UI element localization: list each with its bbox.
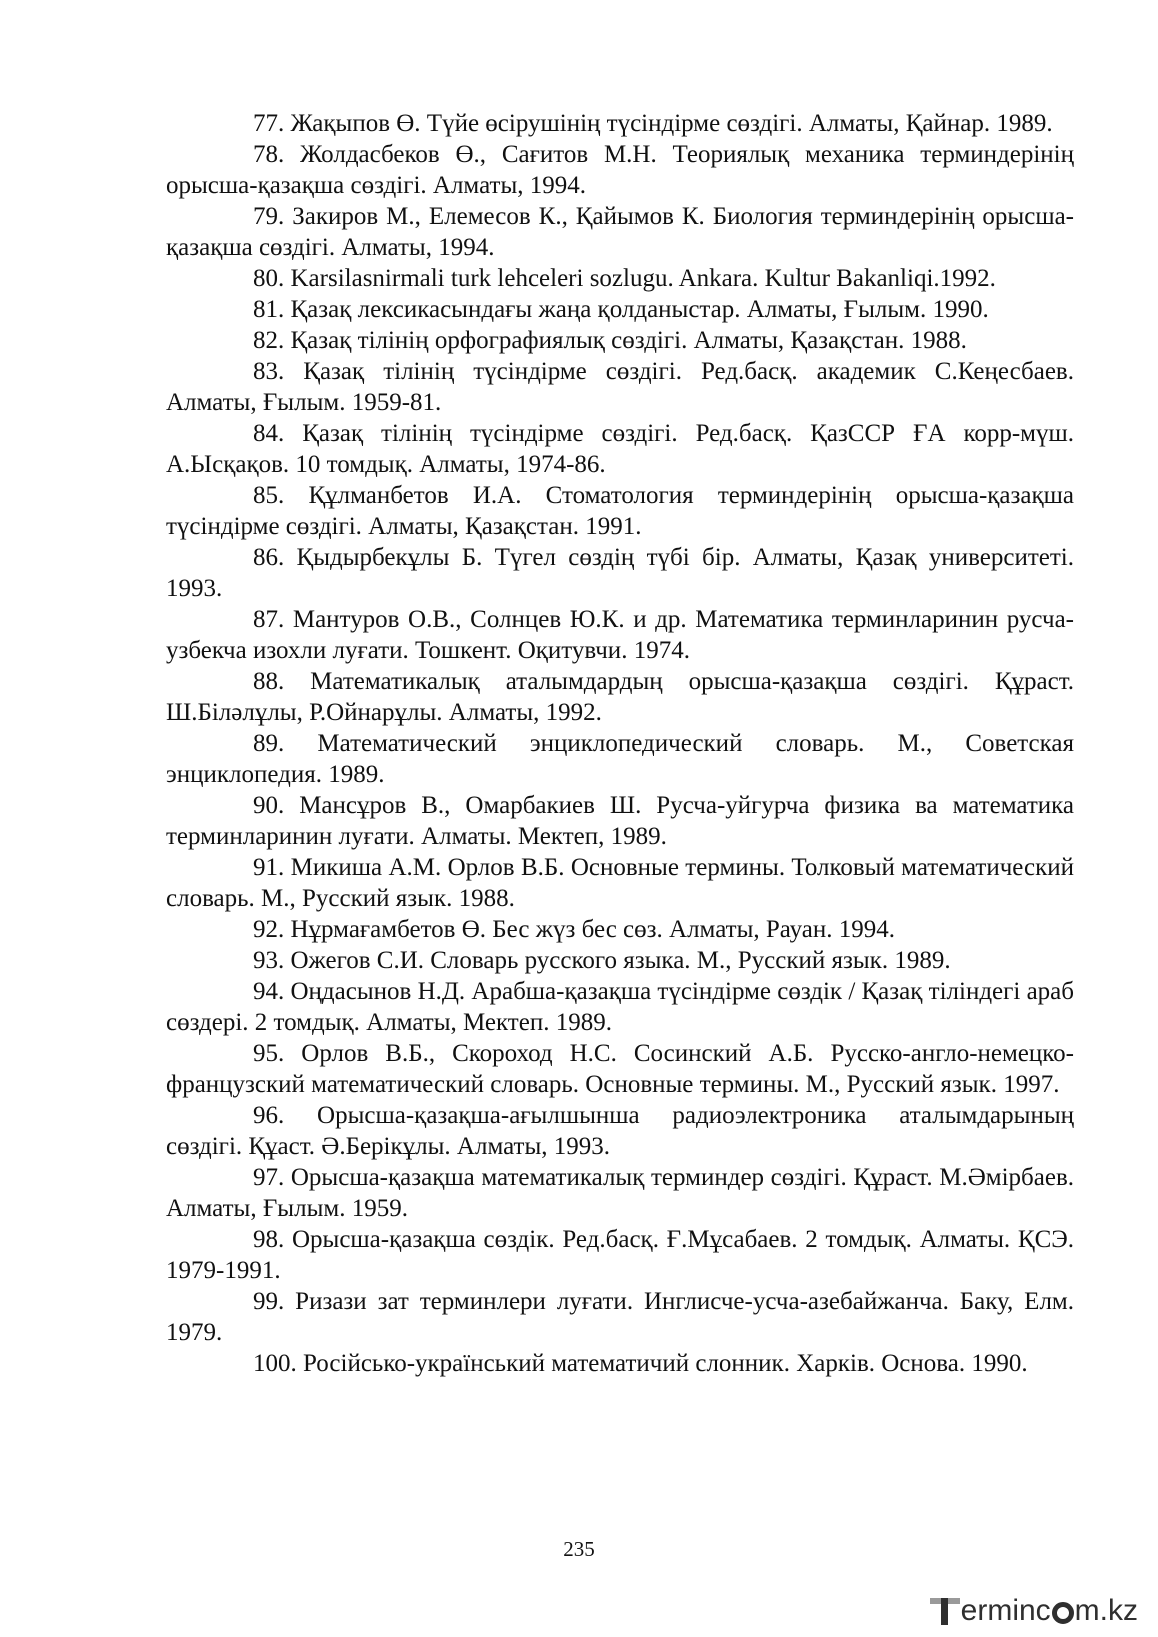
- bibliography-entry: 100. Російсько-український математичий слонник. Харків. Основа. 1990.: [253, 1350, 1028, 1377]
- watermark-text-end: m.kz: [1074, 1594, 1138, 1627]
- bibliography-entry: 86. Қыдырбекұлы Б. Түгел сөздің түбі бір. Алматы, Қазақ университеті. 1993.: [166, 544, 1074, 602]
- bibliography-entry: 96. Орысша-қазақша-ағылшынша радиоэлектроника аталымдарының сөздігі. Құаст. Ә.Берікұлы. Алматы, 1993.: [166, 1102, 1074, 1160]
- bibliography-entry: 91. Микиша А.М. Орлов В.Б. Основные термины. Толковый математический словарь. М., Русский язык. 1988.: [166, 854, 1074, 912]
- bibliography-entry: 87. Мантуров О.В., Солнцев Ю.К. и др. Математика терминларинин русча-узбекча изохли луғати. Тошкент. Оқитувчи. 1974.: [166, 606, 1074, 664]
- bibliography-entry: 92. Нұрмағамбетов Ө. Бес жүз бес сөз. Алматы, Рауан. 1994.: [253, 916, 896, 943]
- site-watermark: [930, 1592, 1138, 1630]
- watermark-text-mid: c: [1035, 1594, 1051, 1627]
- bibliography-entry: 79. Закиров М., Елемесов К., Қайымов К. Биология терминдерінің орысша-қазақша сөздігі. Алматы, 1994.: [166, 203, 1074, 261]
- bibliography-entry: 83. Қазақ тілінің түсіндірме сөздігі. Ред.басқ. академик С.Кеңесбаев. Алматы, Ғылым. 1959-81.: [166, 358, 1074, 416]
- bibliography-entry: 94. Оңдасынов Н.Д. Арабша-қазақша түсіндірме сөздік / Қазақ тіліндегі араб сөздері. 2 томдық. Алматы, Мектеп. 1989.: [166, 978, 1074, 1036]
- bibliography-entry: 99. Ризази зат терминлери луғати. Инглисче-усча-азебайжанча. Баку, Елм. 1979.: [166, 1288, 1074, 1346]
- bibliography-entry: 93. Ожегов С.И. Словарь русского языка. М., Русский язык. 1989.: [253, 947, 951, 974]
- bibliography-entry: 80. Karsilasnirmali turk lehceleri sozlugu. Ankara. Kultur Bakanliqi.1992.: [253, 265, 996, 292]
- bibliography-entry: 81. Қазақ лексикасындағы жаңа қолданыстар. Алматы, Ғылым. 1990.: [253, 296, 989, 323]
- bibliography-entry: 95. Орлов В.Б., Скороход Н.С. Сосинский А.Б. Русско-англо-немецко-французский математический словарь. Основные термины. М., Русский язык. 1997.: [166, 1040, 1074, 1098]
- page-number: 235: [563, 1537, 595, 1561]
- o-logo-icon: [1052, 1602, 1074, 1624]
- bibliography-entry: 82. Қазақ тілінің орфографиялық сөздігі. Алматы, Қазақстан. 1988.: [253, 327, 967, 354]
- bibliography-entry: 78. Жолдасбеков Ө., Сағитов М.Н. Теориялық механика терминдерінің орысша-қазақша сөздігі. Алматы, 1994.: [166, 141, 1074, 199]
- bibliography-entry: 88. Математикалық аталымдардың орысша-қазақша сөздігі. Құраст. Ш.Біләлұлы, Р.Ойнарұлы. Алматы, 1992.: [166, 668, 1074, 726]
- bibliography-entry: 89. Математический энциклопедический словарь. М., Советская энциклопедия. 1989.: [166, 730, 1074, 788]
- bibliography-entry: 85. Құлманбетов И.А. Стоматология терминдерінің орысша-қазақша түсіндірме сөздігі. Алматы, Қазақстан. 1991.: [166, 482, 1074, 540]
- bibliography-list: [166, 108, 1074, 1379]
- bibliography-entry: 97. Орысша-қазақша математикалық терминдер сөздігі. Құраст. М.Әмірбаев. Алматы, Ғылым. 1959.: [166, 1164, 1074, 1222]
- bibliography-entry: 77. Жақыпов Ө. Түйе өсірушінің түсіндірме сөздігі. Алматы, Қайнар. 1989.: [253, 110, 1053, 137]
- t-logo-icon: [930, 1596, 960, 1626]
- watermark-text-start: ermin: [960, 1594, 1036, 1627]
- bibliography-entry: 90. Мансұров В., Омарбакиев Ш. Русча-уйгурча физика ва математика терминларинин луғати. Алматы. Мектеп, 1989.: [166, 792, 1074, 850]
- bibliography-entry: 98. Орысша-қазақша сөздік. Ред.басқ. Ғ.Мұсабаев. 2 томдық. Алматы. ҚСЭ. 1979-1991.: [166, 1226, 1074, 1284]
- bibliography-entry: 84. Қазақ тілінің түсіндірме сөздігі. Ред.басқ. ҚазССР ҒА корр-мүш. А.Ысқақов. 10 томдық. Алматы, 1974-86.: [166, 420, 1074, 478]
